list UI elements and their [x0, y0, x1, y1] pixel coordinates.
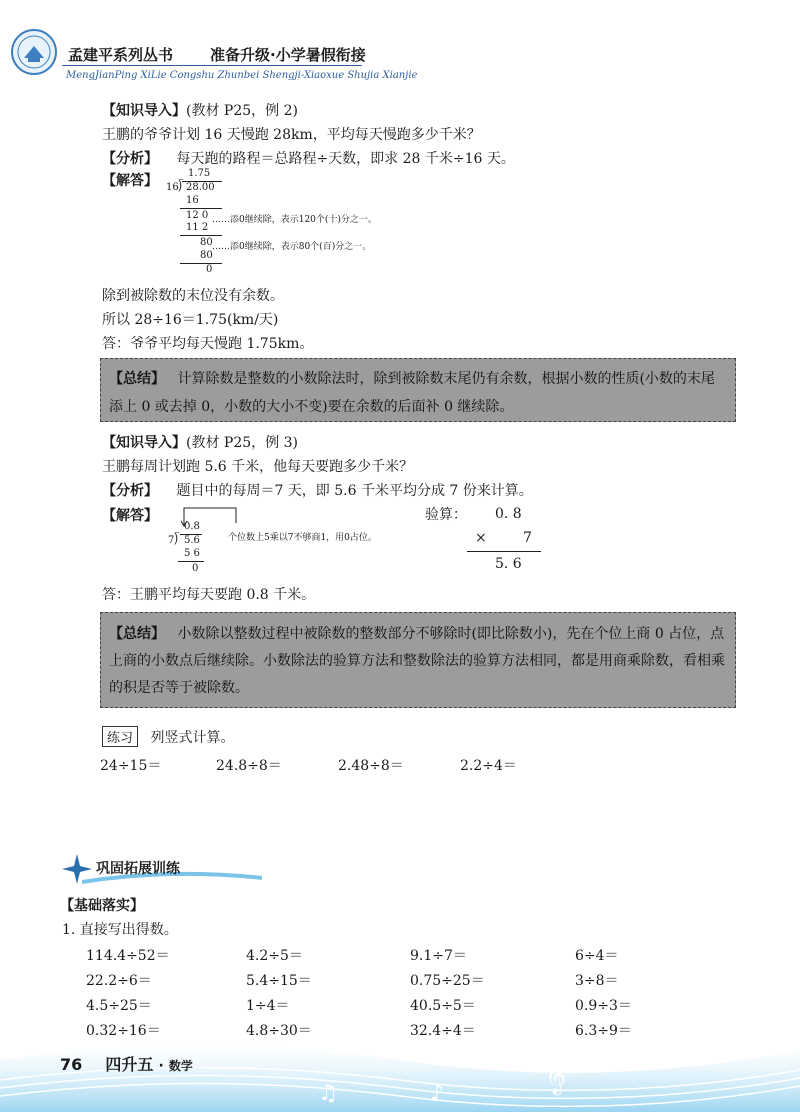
practice-item: 24÷15＝ — [100, 758, 162, 774]
header-rule — [62, 65, 362, 66]
textbook-ref: (教材 P25，例 3) — [186, 435, 298, 451]
svg-text:♪: ♪ — [430, 1081, 445, 1106]
analysis-tag: 【分析】 — [102, 151, 158, 167]
header-pinyin: MengJianPing XiLie Congshu Zhunbei Shengji-Xiaoxue Shujia Xianjie — [66, 70, 418, 81]
header — [0, 0, 800, 95]
summary-tag: 【总结】 — [109, 371, 165, 387]
footer — [60, 1052, 193, 1075]
subject-label: 数学 — [168, 1059, 193, 1073]
calc-item: 5.4÷15＝ — [246, 973, 312, 989]
check-label: 验算： — [425, 507, 467, 523]
note: ……添0继续除，表示80个(百)分之一。 — [212, 242, 372, 252]
practice-label: 练习 — [102, 726, 138, 747]
practice-item: 24.8÷8＝ — [216, 758, 282, 774]
practice-instruction: 列竖式计算。 — [150, 730, 235, 746]
extension-title: 巩固拓展训练 — [96, 861, 180, 877]
question-2: 王鹏每周计划跑 5.6 千米，他每天要跑多少千米？ — [102, 459, 414, 475]
question-1: 王鹏的爷爷计划 16 天慢跑 28km，平均每天慢跑多少千米？ — [102, 127, 481, 143]
step: 0 — [206, 264, 213, 275]
calc-item: 22.2÷6＝ — [86, 973, 152, 989]
svg-text:♫: ♫ — [318, 1081, 338, 1106]
calc-item: 6.3÷9＝ — [575, 1023, 632, 1039]
summary-text: 小数除以整数过程中被除数的整数部分不够除时(即比除数小)，先在个位上商 0 占位，点上商的小数点后继续除。小数除法的验算方法和整数除法的验算方法相同，都是用商乘除数，看相乘的积是否等于被除数。 — [109, 626, 725, 696]
long-division-1 — [160, 168, 460, 278]
calc-item: 6÷4＝ — [575, 948, 619, 964]
knowledge-intro-1 — [102, 100, 298, 120]
calc-item: 32.4÷4＝ — [410, 1023, 476, 1039]
calc-item: 0.75÷25＝ — [410, 973, 485, 989]
summary-text: 计算除数是整数的小数除法时，除到被除数末尾仍有余数，根据小数的性质(小数的末尾添上 0 或去掉 0，小数的大小不变)要在余数的后面补 0 继续除。 — [109, 371, 715, 415]
calc-item: 114.4÷52＝ — [86, 948, 170, 964]
analysis-2 — [102, 480, 533, 500]
step: 5 6 — [184, 548, 200, 559]
check-factor-a: 0. 8 — [495, 506, 522, 522]
summary-box-2 — [100, 612, 736, 708]
step: 80 — [200, 237, 213, 248]
divisor: 7 — [168, 535, 175, 546]
calc-item: 0.9÷3＝ — [575, 998, 632, 1014]
divisor: 16 — [166, 182, 179, 193]
calc-item: 3÷8＝ — [575, 973, 619, 989]
check-operator: × — [475, 530, 487, 546]
svg-text:𝄞: 𝄞 — [545, 1053, 567, 1094]
analysis-tag: 【分析】 — [102, 483, 158, 499]
grade-label: 四升五 — [105, 1055, 154, 1074]
analysis-text: 题目中的每周＝7 天，即 5.6 千米平均分成 7 份来计算。 — [176, 483, 533, 499]
analysis-text: 每天跑的路程＝总路程÷天数，即求 28 千米÷16 天。 — [176, 151, 515, 167]
basic-tag: 【基础落实】 — [60, 898, 144, 914]
note: ……添0继续除，表示120个(十)分之一。 — [212, 215, 377, 225]
calc-1: 所以 28÷16＝1.75(km/天) — [102, 312, 279, 328]
practice-item: 2.48÷8＝ — [338, 758, 404, 774]
footer-dot: · — [158, 1058, 164, 1074]
answer-tag-2: 【解答】 — [102, 508, 158, 524]
step: 80 — [200, 250, 213, 261]
calc-item: 40.5÷5＝ — [410, 998, 476, 1014]
page-number: 76 — [60, 1055, 83, 1074]
note: 个位数上5乘以7不够商1，用0占位。 — [228, 533, 377, 543]
calc-item: 4.5÷25＝ — [86, 998, 152, 1014]
step: 11 2 — [186, 222, 209, 233]
knowledge-intro-2 — [102, 432, 298, 452]
step: 12 0 — [186, 210, 209, 221]
calc-item: 1÷4＝ — [246, 998, 290, 1014]
intro-tag: 【知识导入】 — [102, 103, 186, 119]
summary-tag: 【总结】 — [109, 626, 165, 642]
calc-item: 9.1÷7＝ — [410, 948, 467, 964]
book-title: 准备升级·小学暑假衔接 — [210, 46, 366, 64]
remark-1: 除到被除数的末位没有余数。 — [102, 288, 284, 304]
svg-text:♫: ♫ — [665, 1046, 685, 1071]
analysis-1 — [102, 148, 515, 168]
check-result: 5. 6 — [495, 556, 522, 572]
textbook-ref: (教材 P25，例 2) — [186, 103, 298, 119]
intro-tag: 【知识导入】 — [102, 435, 186, 451]
question-1-prompt: 1. 直接写出得数。 — [62, 922, 178, 938]
step: 0 — [192, 563, 199, 574]
quotient: 1.75 — [188, 168, 211, 179]
division-bracket: ⟌ — [178, 180, 184, 195]
answer-tag-1: 【解答】 — [102, 173, 158, 189]
dividend: 5.6 — [184, 535, 200, 546]
step: 16 — [186, 195, 199, 206]
check-factor-b: 7 — [523, 530, 532, 546]
publisher-logo-icon — [10, 28, 58, 76]
calc-item: 0.32÷16＝ — [86, 1023, 161, 1039]
practice — [102, 726, 234, 747]
check-calculation — [425, 504, 555, 576]
final-answer-2: 答：王鹏平均每天要跑 0.8 千米。 — [102, 587, 316, 603]
quotient: 0.8 — [184, 521, 200, 532]
calc-item: 4.8÷30＝ — [246, 1023, 312, 1039]
long-division-2 — [160, 505, 420, 580]
summary-box-1 — [100, 358, 736, 422]
division-bracket: ⟌ — [174, 533, 180, 548]
series-title: 孟建平系列丛书 — [68, 46, 174, 64]
calc-item: 4.2÷5＝ — [246, 948, 303, 964]
final-answer-1: 答：爷爷平均每天慢跑 1.75km。 — [102, 336, 314, 352]
extension-banner — [60, 852, 260, 888]
practice-item: 2.2÷4＝ — [460, 758, 517, 774]
dividend: 28.00 — [186, 182, 215, 193]
